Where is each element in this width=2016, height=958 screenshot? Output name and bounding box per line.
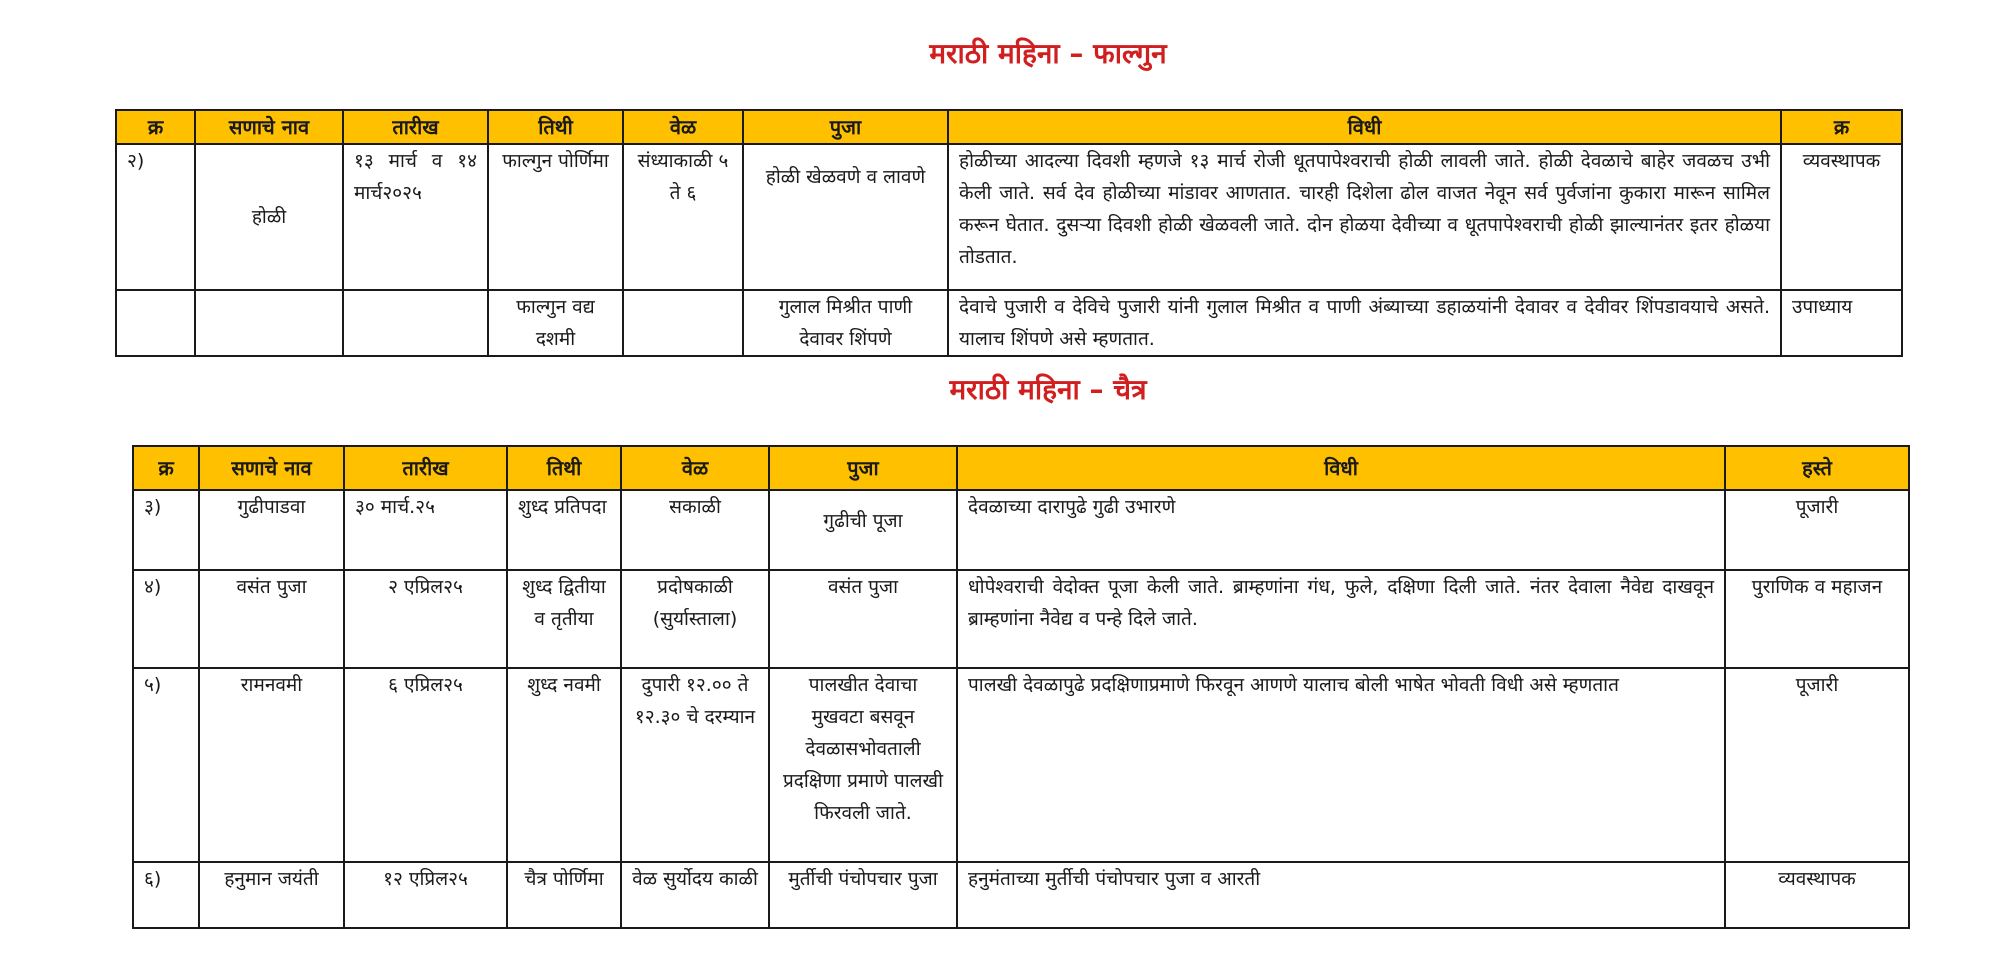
header-date: तारीख xyxy=(344,446,507,490)
cell-time xyxy=(623,290,743,356)
cell-vidhi: हनुमंताच्या मुर्तीची पंचोपचार पुजा व आरती xyxy=(957,862,1725,928)
header-vidhi: विधी xyxy=(957,446,1725,490)
month-title-falgun: मराठी महिना – फाल्गुन xyxy=(929,37,1167,70)
cell-vidhi: धोपेश्वराची वेदोक्त पूजा केली जाते. ब्राम्हणांना गंध, फुले, दक्षिणा दिली जाते. नंतर देवाला नैवेद्य दाखवून ब्राम्हणांना नैवेद्य व पन्हे दिले जाते. xyxy=(957,570,1725,668)
cell-date: २ एप्रिल२५ xyxy=(344,570,507,668)
cell-sr: ४) xyxy=(133,570,199,668)
table-header-row xyxy=(133,446,1909,490)
cell-puja: पालखीत देवाचा मुखवटा बसवून देवळासभोवताली प्रदक्षिणा प्रमाणे पालखी फिरवली जाते. xyxy=(769,668,957,862)
cell-sr xyxy=(116,290,195,356)
cell-haste: उपाध्याय xyxy=(1781,290,1902,356)
cell-haste: पूजारी xyxy=(1725,490,1909,570)
cell-tithi: फाल्गुन पोर्णिमा xyxy=(488,144,623,290)
header-haste: हस्ते xyxy=(1725,446,1909,490)
cell-festival: होळी xyxy=(195,144,343,290)
cell-sr: ५) xyxy=(133,668,199,862)
cell-date xyxy=(343,290,488,356)
header-puja: पुजा xyxy=(743,110,948,144)
cell-festival: वसंत पुजा xyxy=(199,570,344,668)
header-sr: क्र xyxy=(133,446,199,490)
cell-tithi: फाल्गुन वद्य दशमी xyxy=(488,290,623,356)
cell-vidhi: देवळाच्या दारापुढे गुढी उभारणे xyxy=(957,490,1725,570)
header-festival: सणाचे नाव xyxy=(199,446,344,490)
cell-time: दुपारी १२.०० ते १२.३० चे दरम्यान xyxy=(621,668,769,862)
header-time: वेळ xyxy=(621,446,769,490)
cell-vidhi: होळीच्या आदल्या दिवशी म्हणजे १३ मार्च रोजी धूतपापेश्वराची होळी लावली जाते. होळी देवळाचे बाहेर जवळच उभी केली जाते. सर्व देव होळीच्या मांडावर आणतात. चारही दिशेला ढोल वाजत नेवून सर्व पुर्वजांना कुकारा मारून सामिल करून घेतात. दुसऱ्या दिवशी होळी खेळवली जाते. दोन होळया देवीच्या व धूतपापेश्वराची होळी झाल्यानंतर इतर होळया तोडतात. xyxy=(948,144,1781,290)
schedule-table-chaitra xyxy=(132,445,1910,929)
cell-time: संध्याकाळी ५ ते ६ xyxy=(623,144,743,290)
cell-festival: रामनवमी xyxy=(199,668,344,862)
header-time: वेळ xyxy=(623,110,743,144)
header-date: तारीख xyxy=(343,110,488,144)
cell-tithi: शुध्द नवमी xyxy=(507,668,621,862)
cell-haste: व्यवस्थापक xyxy=(1781,144,1902,290)
table-row xyxy=(133,570,1909,668)
cell-sr: ६) xyxy=(133,862,199,928)
cell-tithi: शुध्द द्वितीया व तृतीया xyxy=(507,570,621,668)
header-festival: सणाचे नाव xyxy=(195,110,343,144)
cell-vidhi: देवाचे पुजारी व देविचे पुजारी यांनी गुलाल मिश्रीत व पाणी अंब्याच्या डहाळयांनी देवावर व देवीवर शिंपडावयाचे असते. यालाच शिंपणे असे म्हणतात. xyxy=(948,290,1781,356)
header-vidhi: विधी xyxy=(948,110,1781,144)
cell-date: ६ एप्रिल२५ xyxy=(344,668,507,862)
table-header-row xyxy=(116,110,1902,144)
cell-vidhi: पालखी देवळापुढे प्रदक्षिणाप्रमाणे फिरवून आणणे यालाच बोली भाषेत भोवती विधी असे म्हणतात xyxy=(957,668,1725,862)
header-tithi: तिथी xyxy=(488,110,623,144)
cell-puja: मुर्तीची पंचोपचार पुजा xyxy=(769,862,957,928)
month-title-chaitra: मराठी महिना – चैत्र xyxy=(949,373,1147,406)
cell-tithi: शुध्द प्रतिपदा xyxy=(507,490,621,570)
cell-date: १३ मार्च व १४ मार्च२०२५ xyxy=(343,144,488,290)
table-row xyxy=(116,290,1902,356)
cell-haste: पुराणिक व महाजन xyxy=(1725,570,1909,668)
cell-date: ३० मार्च.२५ xyxy=(344,490,507,570)
cell-tithi: चैत्र पोर्णिमा xyxy=(507,862,621,928)
header-haste: क्र xyxy=(1781,110,1902,144)
table-row xyxy=(133,668,1909,862)
schedule-table-falgun xyxy=(115,109,1903,357)
header-tithi: तिथी xyxy=(507,446,621,490)
cell-puja: होळी खेळवणे व लावणे xyxy=(743,144,948,290)
cell-puja: गुढीची पूजा xyxy=(769,490,957,570)
cell-puja: वसंत पुजा xyxy=(769,570,957,668)
cell-festival: गुढीपाडवा xyxy=(199,490,344,570)
header-sr: क्र xyxy=(116,110,195,144)
table-row xyxy=(116,144,1902,290)
cell-haste: व्यवस्थापक xyxy=(1725,862,1909,928)
cell-time: सकाळी xyxy=(621,490,769,570)
cell-sr: २) xyxy=(116,144,195,290)
cell-date: १२ एप्रिल२५ xyxy=(344,862,507,928)
cell-time: वेळ सुर्योदय काळी xyxy=(621,862,769,928)
table-row xyxy=(133,862,1909,928)
header-puja: पुजा xyxy=(769,446,957,490)
cell-festival xyxy=(195,290,343,356)
cell-festival: हनुमान जयंती xyxy=(199,862,344,928)
cell-puja: गुलाल मिश्रीत पाणी देवावर शिंपणे xyxy=(743,290,948,356)
cell-haste: पूजारी xyxy=(1725,668,1909,862)
cell-time: प्रदोषकाळी (सुर्यास्ताला) xyxy=(621,570,769,668)
table-row xyxy=(133,490,1909,570)
cell-sr: ३) xyxy=(133,490,199,570)
